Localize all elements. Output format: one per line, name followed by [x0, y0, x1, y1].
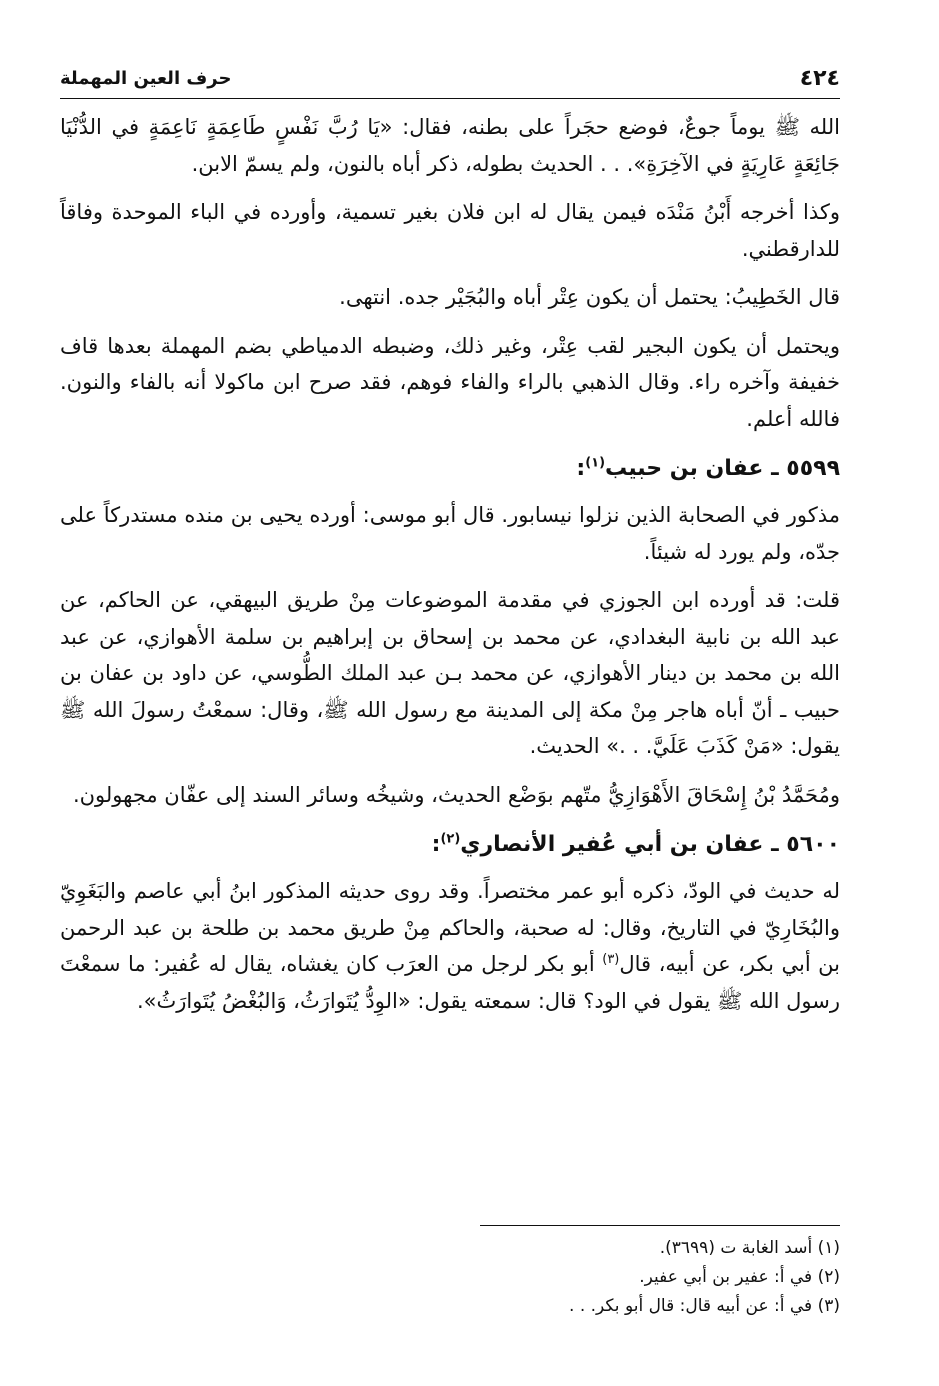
entry-name: عفان بن حبيب [605, 456, 764, 481]
footnote: (٢) في أ: عفير بن أبي عفير. [639, 1267, 840, 1287]
page-body [60, 109, 840, 1019]
footnote: (١) أسد الغابة ت (٣٦٩٩). [659, 1238, 840, 1258]
paragraph: ويحتمل أن يكون البجير لقب عِتْر، وغير ذلك، وضبطه الدمياطي بضم المهملة بعدها قاف خفيفة وآخره راء. وقال الذهبي بالراء والفاء فوهم، فقد صرح ابن ماكولا أنه بالفاء والنون. فالله أعلم. [60, 333, 840, 431]
running-title: حرف العين المهملة [60, 68, 232, 89]
page [60, 66, 840, 1031]
entry-number: ٥٦٠٠ ـ [771, 832, 840, 857]
paragraph: مذكور في الصحابة الذين نزلوا نيسابور. قال أبو موسى: أورده يحيى بن منده مستدركاً على جدّه، ولم يورد له شيئاً. [60, 503, 840, 564]
footnote-ref: (١) [585, 455, 606, 471]
footnote-divider [480, 1225, 840, 1226]
page-header [60, 66, 840, 99]
entry-number: ٥٥٩٩ ـ [771, 456, 840, 481]
paragraph: الله ﷺ يوماً جوعٌ، فوضع حجَراً على بطنه، فقال: «يَا رُبَّ نَفْسٍ طَاعِمَةٍ نَاعِمَةٍ في الدُّنْيَا جَائِعَةٍ عَارِيَةٍ في الآخِرَةِ». . . الحديث بطوله، ذكر أباه بالنون، ولم يسمّ الابن. [60, 115, 840, 176]
paragraph-text: له حديث في الودّ، ذكره أبو عمر مختصراً. وقد روى حديثه المذكور ابنُ أبي عاصم والبَغَوِيّ والبُخَارِيّ في التاريخ، وقال: له صحبة، والحاكم مِنْ طريق محمد بن طلحة بن عبد الرحمن بن أبي بكر، عن أبيه، قال [60, 879, 840, 976]
page-number: ٤٢٤ [799, 66, 840, 91]
entry-name: عفان بن أبي عُفير الأنصاري [460, 832, 764, 857]
footnote: (٣) في أ: عن أبيه قال: قال أبو بكر. . . [569, 1296, 840, 1316]
paragraph-text: أبو بكر لرجل من العرَب كان يغشاه، يقال له عُفير: ما سمعْتَ رسول الله ﷺ يقول في الود؟ قال: سمعته يقول: «الوِدُّ يُتَوارَثُ، وَالبُغْضُ يُتَوارَثُ». [60, 952, 840, 1013]
entry-colon: : [431, 832, 441, 857]
paragraph: ومُحَمَّدُ بْنُ إِسْحَاقَ الأَهْوَازِيُّ متّهم بوَضْع الحديث، وشيخُه وسائر السند إلى عفّان مجهولون. [72, 782, 840, 807]
paragraph: قلت: قد أورده ابن الجوزي في مقدمة الموضوعات مِنْ طريق البيهقي، عن الحاكم، عن عبد الله بن نابية البغدادي، عن محمد بن إسحاق بن إبراهيم بن سلمة الأهوازي، عن عبد الله بن محمد بن دينار الأهوازي، عن محمد بـن عبد الملك الطُّوسي، عن داود بن عفان بن حبيب ـ أنّ أباه هاجر مِنْ مكة إلى المدينة مع رسول الله ﷺ، وقال: سمعْتُ رسولَ الله ﷺ يقول: «مَنْ كَذَبَ عَلَيَّ. . .» الحديث. [60, 588, 840, 758]
footnote-ref: (٣) [602, 952, 620, 967]
paragraph [60, 873, 840, 1019]
footnotes [60, 1225, 840, 1321]
entry-colon: : [576, 456, 586, 481]
paragraph: وكذا أخرجه أَبْنُ مَنْدَه فيمن يقال له ابن فلان بغير تسمية، وأورده في الباء الموحدة وفاقاً للدارقطني. [60, 200, 840, 261]
entry-heading-5599 [60, 449, 840, 489]
footnote-ref: (٢) [440, 831, 461, 847]
entry-heading-5600 [60, 825, 840, 865]
paragraph: قال الخَطِيبُ: يحتمل أن يكون عِتْر أباه والبُجَيْر جده. انتهى. [339, 285, 840, 309]
